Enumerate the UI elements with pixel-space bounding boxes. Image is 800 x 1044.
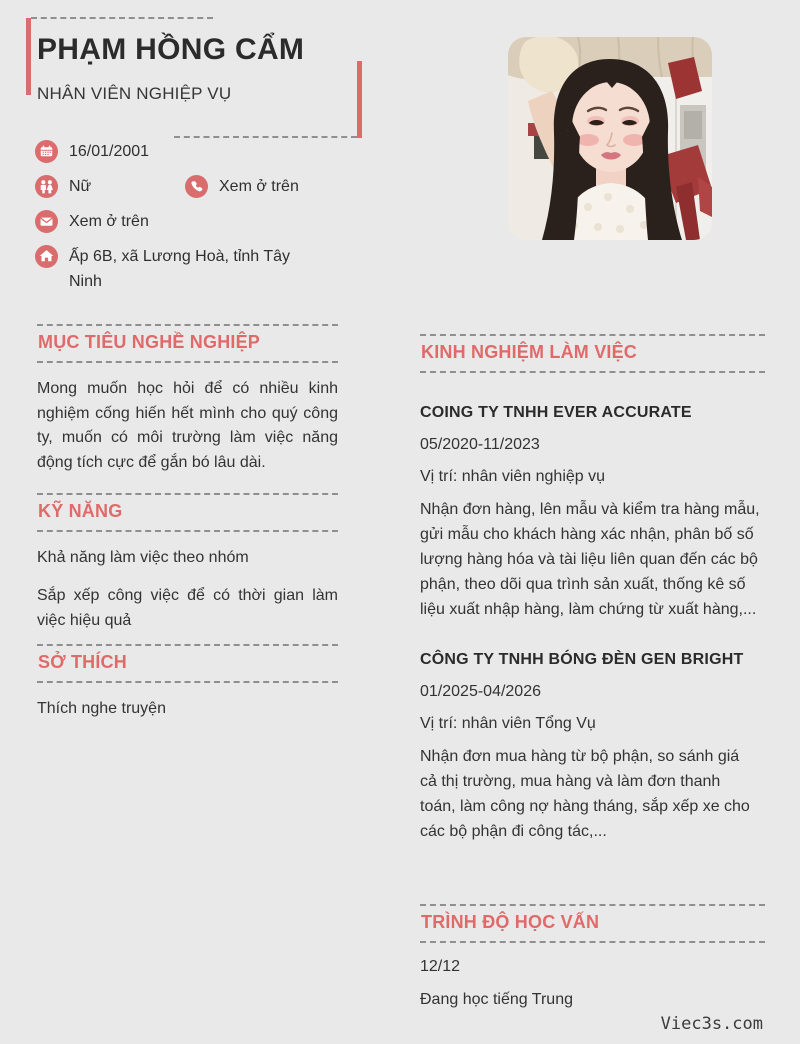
home-icon — [35, 245, 58, 268]
section-experience — [420, 334, 765, 844]
objective-heading: MỤC TIÊU NGHỀ NGHIỆP — [37, 324, 338, 363]
experience-heading: KINH NGHIỆM LÀM VIỆC — [420, 334, 765, 373]
phone-icon — [185, 175, 208, 198]
job-period: 01/2025-04/2026 — [420, 683, 541, 700]
header-dashed-line-top — [31, 17, 213, 19]
job-description: Nhận đơn hàng, lên mẫu và kiểm tra hàng mẫu, gửi mẫu cho khách hàng xác nhận, phân bố số lượng hàng hóa và tài liệu liên quan đến các bộ phận, theo dõi qua trình sản xuất, thống kê số liệu xuất nhập hàng, làm chứng từ xuất hàng,... — [420, 501, 760, 618]
contact-birthday — [35, 139, 345, 164]
person-job-title: NHÂN VIÊN NGHIỆP VỤ — [37, 84, 232, 103]
header-dashed-line-bottom — [174, 136, 357, 138]
skill-item: Khả năng làm việc theo nhóm — [37, 549, 249, 566]
contact-email — [35, 209, 345, 234]
job-entry — [420, 404, 765, 622]
education-item: Đang học tiếng Trung — [420, 991, 573, 1008]
hobbies-heading: SỞ THÍCH — [37, 644, 338, 683]
job-description: Nhận đơn mua hàng từ bộ phận, so sánh giá cả thị trường, mua hàng và làm đơn thanh toán, làm công nợ hàng tháng, sắp xếp xe cho các bộ phận đi công tác,... — [420, 748, 750, 840]
objective-text: Mong muốn học hỏi để có nhiều kinh nghiệm cống hiến hết mình cho quý công ty, muốn có môi trường làm việc năng động tích cực để gắn bó lâu dài. — [37, 380, 338, 471]
accent-bar-left — [26, 18, 31, 95]
section-objective — [37, 324, 338, 475]
contact-gender-phone — [35, 174, 345, 199]
section-hobbies — [37, 644, 338, 721]
birthday-value: 16/01/2001 — [69, 143, 150, 160]
accent-bar-right — [357, 61, 362, 138]
gender-value: Nữ — [69, 178, 92, 195]
phone-value: Xem ở trên — [219, 178, 299, 195]
job-entry — [420, 651, 765, 844]
person-name: PHẠM HỒNG CẨM — [37, 33, 305, 66]
job-position: Vị trí: nhân viên nghiệp vụ — [420, 468, 606, 485]
job-company: COING TY TNHH EVER ACCURATE — [420, 404, 692, 421]
contact-address — [35, 244, 345, 294]
hobby-item: Thích nghe truyện — [37, 700, 166, 717]
gender-icon — [35, 175, 58, 198]
profile-photo — [508, 37, 712, 240]
job-period: 05/2020-11/2023 — [420, 436, 540, 453]
contact-phone — [185, 174, 299, 199]
education-item: 12/12 — [420, 958, 461, 975]
address-value: Ấp 6B, xã Lương Hoà, tỉnh Tây Ninh — [69, 248, 291, 290]
section-skills — [37, 493, 338, 633]
email-icon — [35, 210, 58, 233]
skills-heading: KỸ NĂNG — [37, 493, 338, 532]
education-heading: TRÌNH ĐỘ HỌC VẤN — [420, 904, 765, 943]
email-value: Xem ở trên — [69, 213, 149, 230]
job-company: CÔNG TY TNHH BÓNG ĐÈN GEN BRIGHT — [420, 651, 744, 668]
job-position: Vị trí: nhân viên Tổng Vụ — [420, 715, 596, 732]
watermark: Viec3s.com — [660, 1014, 763, 1034]
calendar-icon — [35, 140, 58, 163]
section-education — [420, 904, 765, 1009]
skill-item: Sắp xếp công việc để có thời gian làm việc hiệu quả — [37, 587, 338, 629]
contact-list — [35, 139, 345, 304]
